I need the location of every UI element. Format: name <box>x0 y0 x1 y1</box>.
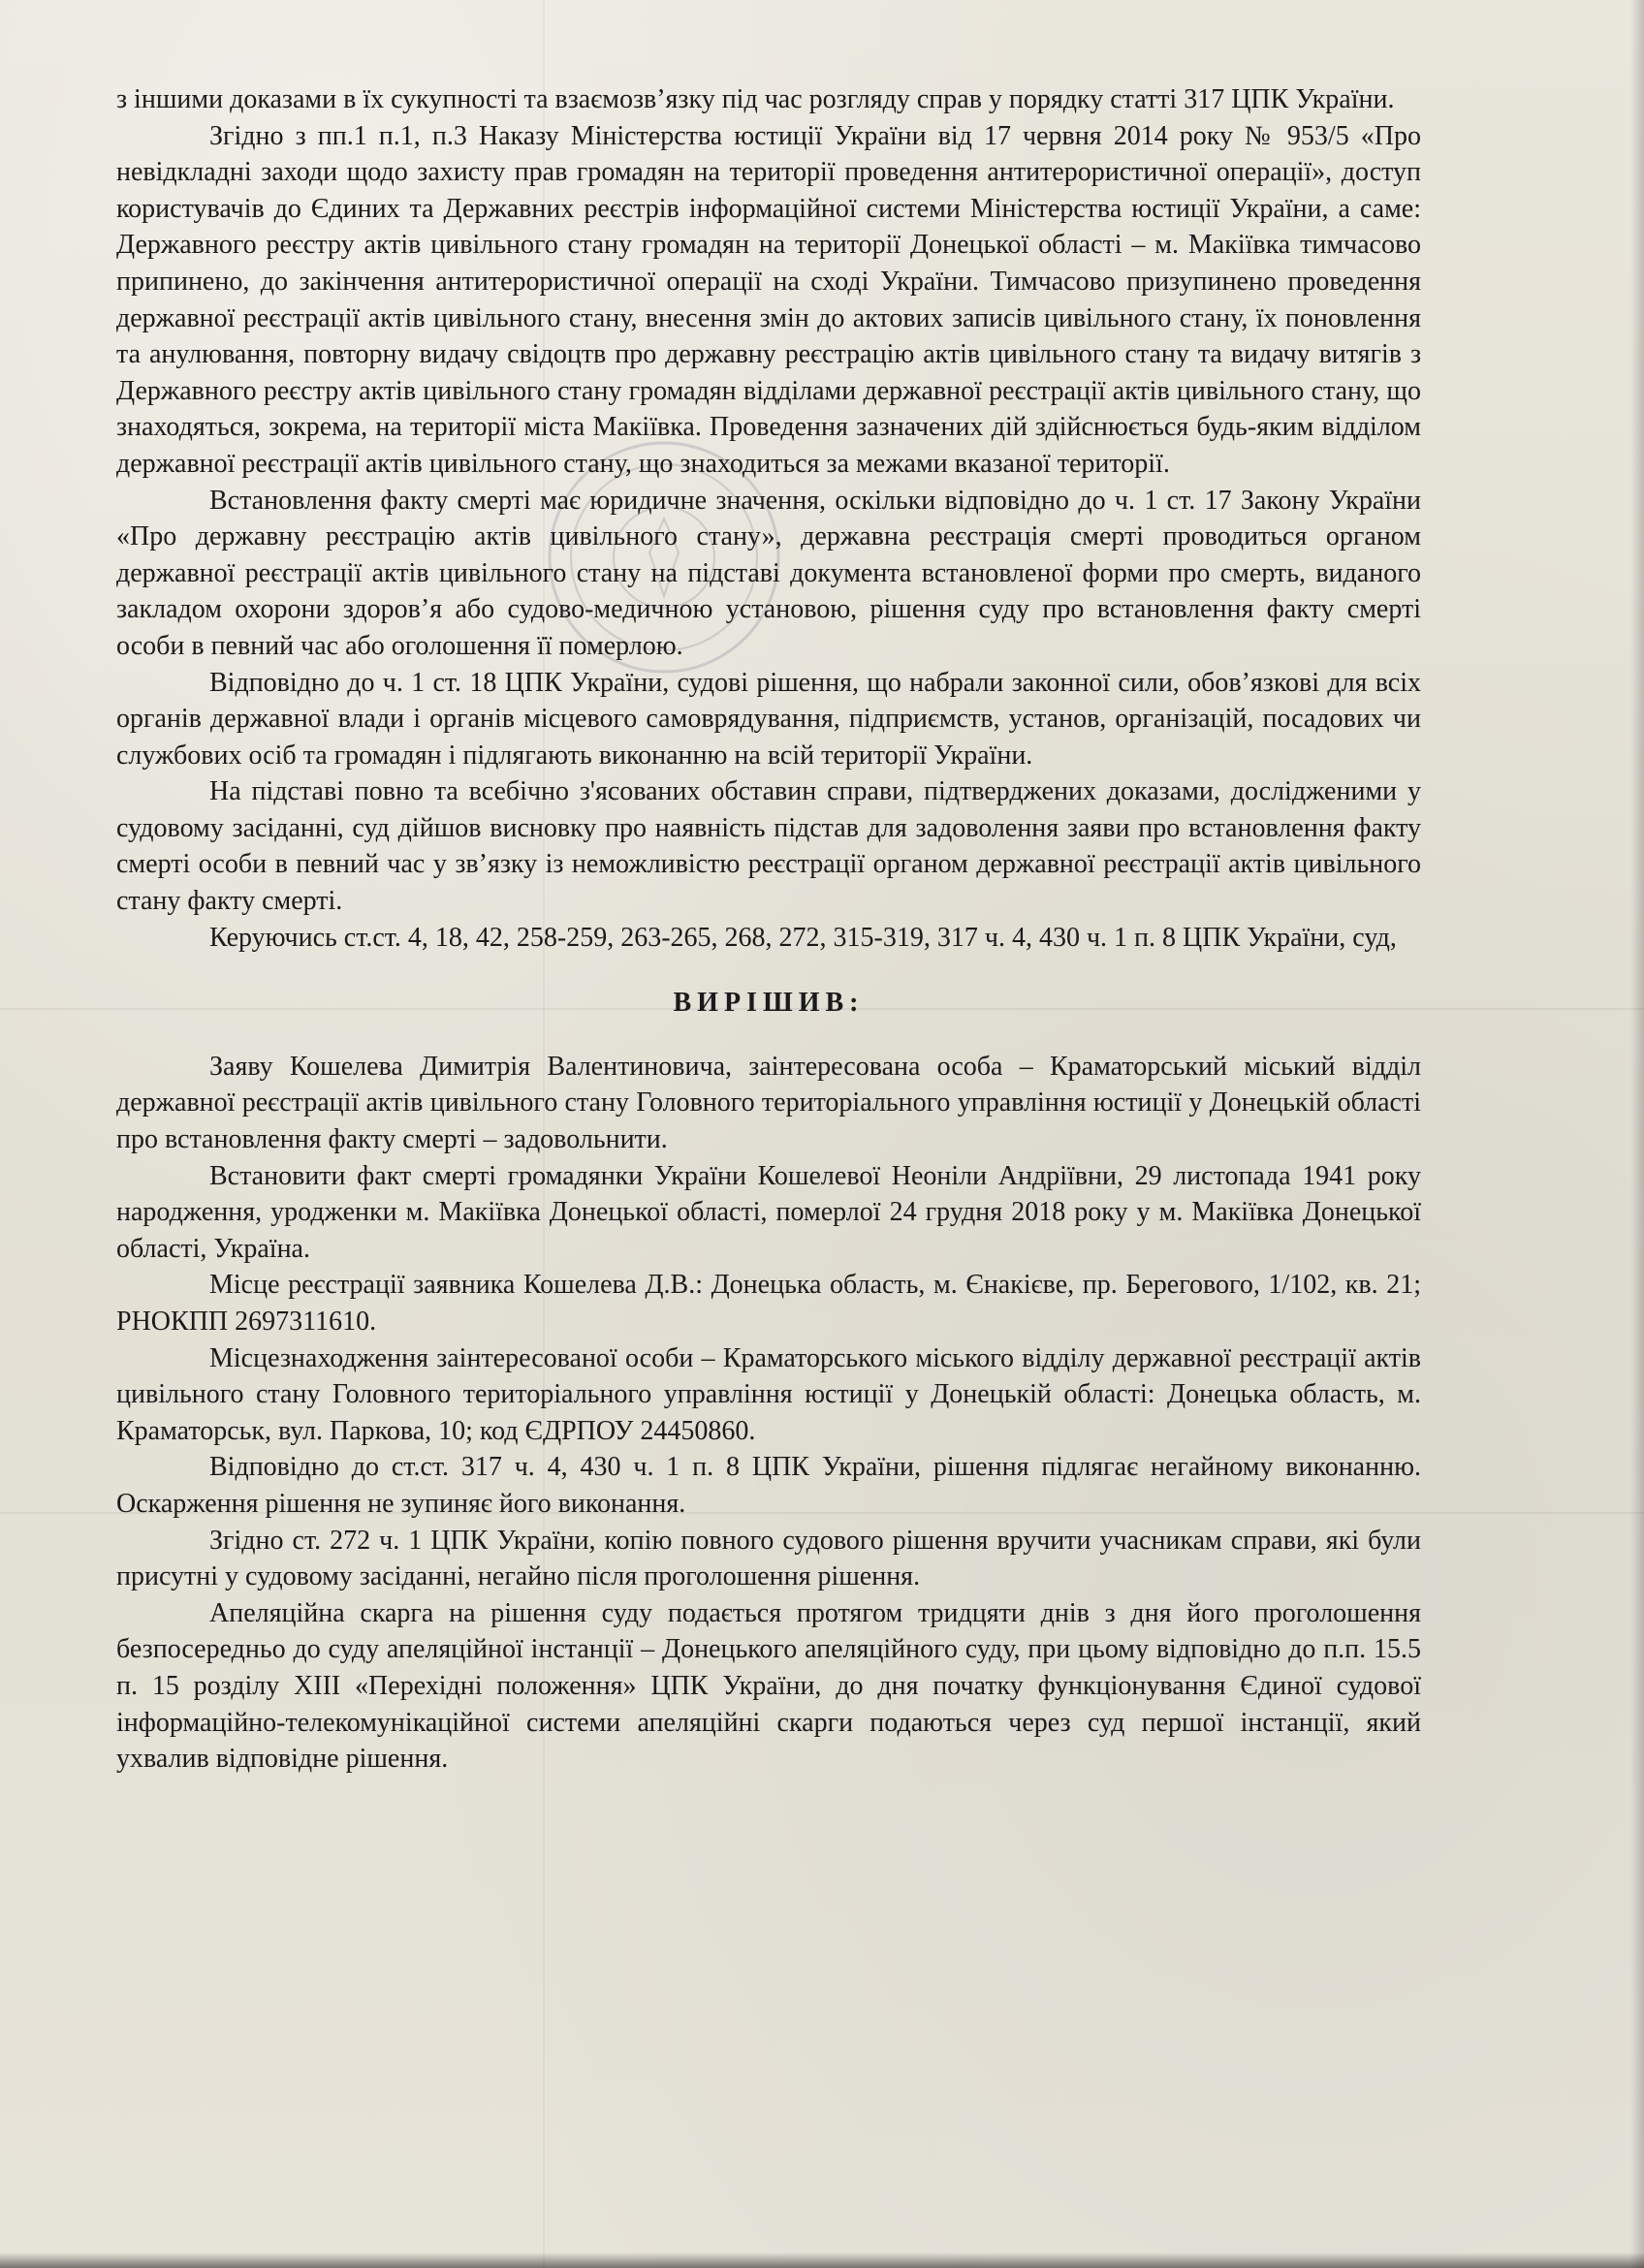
paragraph: Встановити факт смерті громадянки України Кошелевої Неоніли Андріївни, 29 листопада 1941 року народження, уродженки м. Макіївка Донецької області, померлої 24 грудня 2018 року у м. Макіївка Донецької області, Україна. <box>116 1160 1421 1264</box>
decision-heading: ВИРІШИВ: <box>673 988 865 1019</box>
paragraph: Керуючись ст.ст. 4, 18, 42, 258-259, 263-265, 268, 272, 315-319, 317 ч. 4, 430 ч. 1 п. 8 ЦПК України, суд, <box>209 922 1397 953</box>
paragraph: На підставі повно та всебічно з'ясованих обставин справи, підтверджених доказами, дослідженими у судовому засіданні, суд дійшов висновку про наявність підстав для задоволення заяви про встановлення факту смерті особи в певний час у зв’язку із неможливістю реєстрації органом державної реєстрації актів цивільного стану факту смерті. <box>116 776 1421 917</box>
paragraph: Встановлення факту смерті має юридичне значення, оскільки відповідно до ч. 1 ст. 17 Закону України «Про державну реєстрацію актів цивільного стану», державна реєстрація смерті проводиться органом державної реєстрації актів цивільного стану на підставі документа встановленої форми про смерть, виданого закладом охорони здоров’я або судово-медичною установою, рішення суду про встановлення факту смерті особи в певний час або оголошення її померлою. <box>116 485 1421 661</box>
paragraph: Апеляційна скарга на рішення суду подається протягом тридцяти днів з дня його проголошення безпосередньо до суду апеляційної інстанції – Донецького апеляційного суду, при цьому відповідно до п.п. 15.5 п. 15 розділу XIII «Перехідні положення» ЦПК України, до дня початку функціонування Єдиної судової інформаційно-телекомунікаційної системи апеляційні скарги подаються через суд першої інстанції, який ухвалив відповідне рішення. <box>116 1597 1421 1775</box>
paragraph: Відповідно до ст.ст. 317 ч. 4, 430 ч. 1 п. 8 ЦПК України, рішення підлягає негайному виконанню. Оскарження рішення не зупиняє його виконання. <box>116 1452 1421 1519</box>
paragraph: Місцезнаходження заінтересованої особи – Краматорського міського відділу державної реєстрації актів цивільного стану Головного територіального управління юстиції у Донецькій області: Донецька область, м. Краматорськ, вул. Паркова, 10; код ЄДРПОУ 24450860. <box>116 1342 1421 1446</box>
paragraph: з іншими доказами в їх сукупності та взаємозв’язку під час розгляду справ у порядку статті 317 ЦПК України. <box>116 84 1395 114</box>
document-body <box>116 81 1421 1778</box>
scan-edge-shadow <box>0 2252 1644 2268</box>
paragraph: Місце реєстрації заявника Кошелева Д.В.: Донецька область, м. Єнакієве, пр. Берегового, 1/102, кв. 21; РНОКПП 2697311610. <box>116 1270 1421 1337</box>
paragraph: Відповідно до ч. 1 ст. 18 ЦПК України, судові рішення, що набрали законної сили, обов’язкові для всіх органів державної влади і органів місцевого самоврядування, підприємств, установ, організацій, посадових чи службових осіб та громадян і підлягають виконанню на всій території України. <box>116 667 1421 771</box>
paragraph: Заяву Кошелева Димитрія Валентиновича, заінтересована особа – Краматорський міський відділ державної реєстрації актів цивільного стану Головного територіального управління юстиції у Донецькій області про встановлення факту смерті – задовольнити. <box>116 1051 1421 1155</box>
scan-edge-shadow <box>1630 0 1644 2268</box>
paragraph: Згідно з пп.1 п.1, п.3 Наказу Міністерства юстиції України від 17 червня 2014 року № 953/5 «Про невідкладні заходи щодо захисту прав громадян на території проведення антитерористичної операції», доступ користувачів до Єдиних та Державних реєстрів інформаційної системи Міністерства юстиції України, а саме: Державного реєстру актів цивільного стану громадян на території Донецької області – м. Макіївка тимчасово припинено, до закінчення антитерористичної операції на сході України. Тимчасово призупинено проведення державної реєстрації актів цивільного стану, внесення змін до актових записів цивільного стану, їх поновлення та анулювання, повторну видачу свідоцтв про державну реєстрацію актів цивільного стану та видачу витягів з Державного реєстру актів цивільного стану громадян відділами державної реєстрації актів цивільного стану, що знаходяться, зокрема, на території міста Макіївка. Проведення зазначених дій здійснюється будь-яким відділом державної реєстрації актів цивільного стану, що знаходиться за межами вказаної території. <box>116 120 1421 479</box>
paragraph: Згідно ст. 272 ч. 1 ЦПК України, копію повного судового рішення вручити учасникам справи, які були присутні у судовому засіданні, негайно після проголошення рішення. <box>116 1525 1421 1592</box>
